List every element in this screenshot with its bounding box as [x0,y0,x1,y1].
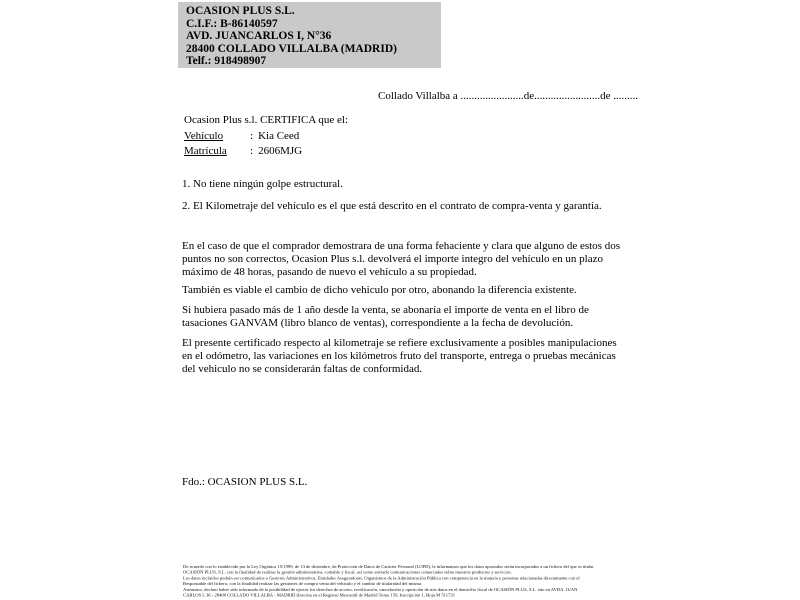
certified-point-1: 1. No tiene ningún golpe estructural. [182,178,343,190]
company-phone: Telf.: 918498907 [186,55,267,68]
legal-line: Responsable del fichero, con la finalidad realizar las gestiones de compra venta del vehículo y el cambio de titularidad del mismo. [183,581,423,587]
signature-line: Fdo.: OCASION PLUS S.L. [182,476,308,488]
vehicle-line [184,130,299,142]
plate-colon: : [250,145,254,157]
company-header-box [178,2,441,68]
company-cif: C.I.F.: B-86140597 [186,17,278,30]
legal-line: De acuerdo con lo establecido por la Ley Orgánica 15/1999, de 13 de diciembre, de Protección de Datos de Carácter Personal (LOPD), le informamos que los datos aportados serán incorporados a un fichero del que es titular [183,564,594,569]
plate-line [184,145,302,157]
legal-line: Los datos incluidos podrán ser comunicados a Gestores Administrativos, Entidades Aseguradoras, Organismos de la Administración Pública con competencia en la materia y personas relacionadas directamente con el [183,575,580,581]
certify-intro: Ocasion Plus s.l. CERTIFICA que el: [184,114,349,126]
paragraph-refund-terms: En el caso de que el comprador demostrara de una forma fehaciente y clara que alguno de estos dos puntos no son correctos, Ocasion Plus s.l. devolverá el importe integro del vehículo en un plazo máximo de 48 horas, pasando de nuevo el vehículo a su propiedad. [182,240,620,279]
company-city: 28400 COLLADO VILLALBA (MADRID) [186,42,397,55]
date-fill-line: Collado Villalba a .......................de........................de ......... [378,90,639,102]
certified-point-2: 2. El Kilometraje del vehículo es el que está descrito en el contrato de compra-venta y garantía. [182,200,602,212]
plate-value: 2606MJG [258,145,303,157]
paragraph-ganvam-valuation: Si hubiera pasado más de 1 año desde la venta, se abonaría el importe de venta en el libro de tasaciones GANVAM (libro blanco de ventas), correspondiente a la fecha de devolución. [182,304,589,330]
legal-line: Asimismo, declaro haber sido informado de la posibilidad de ejercer los derechos de acceso, rectificación, cancelación y oposición de mis datos en el domicilio fiscal de OCASIÓN PLUS, S.L. sito en AVDA. JUAN [183,586,578,592]
vehicle-label: Vehículo [184,130,224,142]
vehicle-colon: : [250,130,254,142]
paragraph-odometer-disclaimer: El presente certificado respecto al kilometraje se refiere exclusivamente a posibles manipulaciones en el odómetro, las variaciones en los kilómetros fruto del transporte, entrega o pruebas mecánicas del vehiculo no se considerarán faltas de conformidad. [182,337,617,376]
legal-line: OCASIÓN PLUS, S.L. con la finalidad de realizar la gestión administrativa, contable y fiscal, así como enviarle comunicaciones comerciales sobre nuestros productos y servicios. [183,569,512,575]
company-address: AVD. JUANCARLOS I, N°36 [186,30,332,43]
legal-footer [183,564,616,598]
company-name: OCASION PLUS S.L. [186,5,295,17]
plate-label: Matrícula [184,145,227,157]
paragraph-exchange-option: También es viable el cambio de dicho vehiculo por otro, abonando la diferencia existente. [182,284,577,296]
legal-line: CARLOS I, 36 - 28400 COLLADO VILLALBA - MADRID (Inscrita en el Registro Mercantil de Madrid Tomo 150, Inscripción 1, Hoja M 511731 [183,592,455,598]
vehicle-value: Kia Ceed [258,130,300,142]
